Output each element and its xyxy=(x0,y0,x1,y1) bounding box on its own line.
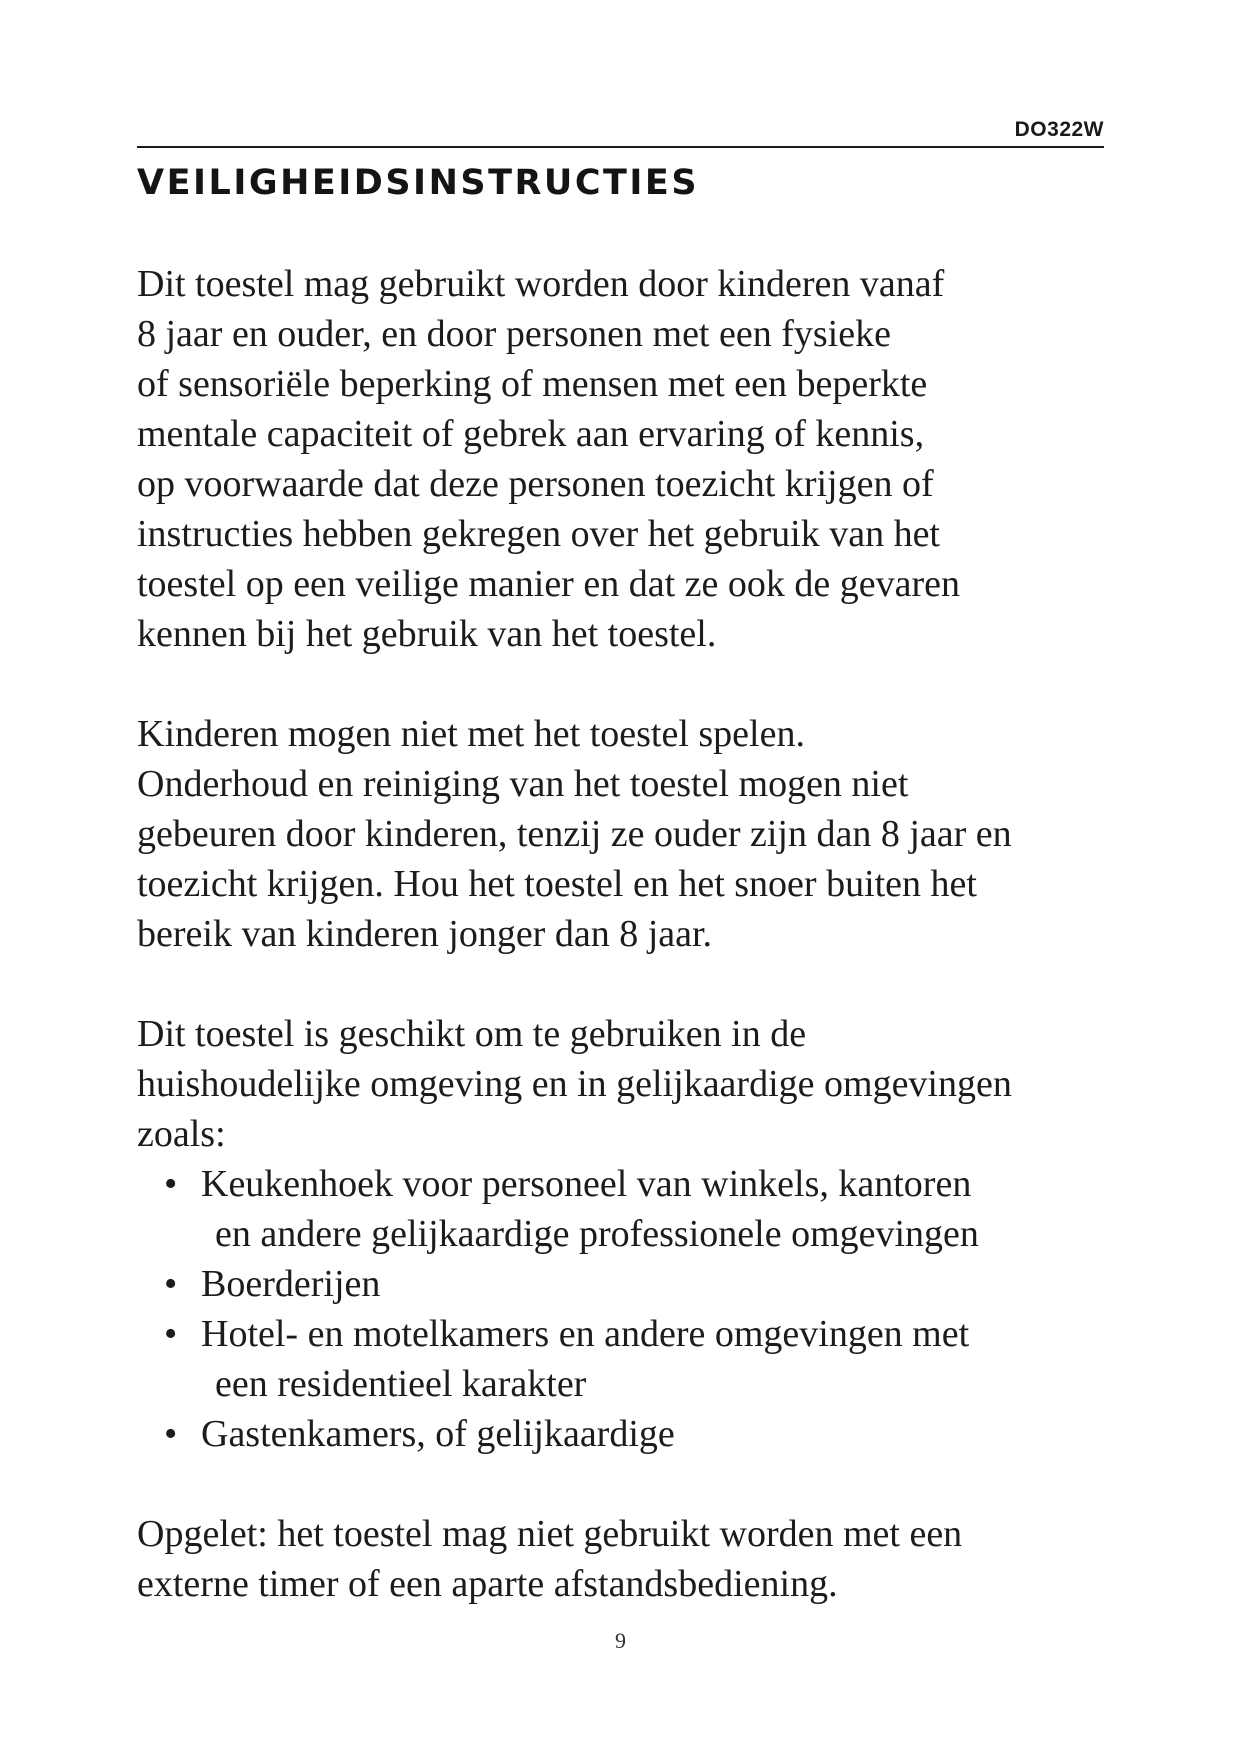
paragraph-warning xyxy=(137,1509,1117,1609)
paragraph-usage-environment xyxy=(137,1009,1117,1159)
text-line: Onderhoud en reiniging van het toestel mogen niet xyxy=(137,763,909,805)
bullet-point: • xyxy=(164,1263,178,1305)
text-line: toestel op een veilige manier en dat ze ook de gevaren xyxy=(137,563,960,605)
list-item-text-continued: een residentieel karakter xyxy=(215,1363,587,1405)
text-line: kennen bij het gebruik van het toestel. xyxy=(137,613,717,655)
list-item xyxy=(137,1159,1117,1259)
list-item-text-continued: en andere gelijkaardige professionele omgevingen xyxy=(215,1213,979,1255)
paragraph-children xyxy=(137,709,1117,959)
model-code: DO322W xyxy=(1014,118,1104,141)
text-line: Dit toestel mag gebruikt worden door kinderen vanaf xyxy=(137,263,945,305)
text-line: op voorwaarde dat deze personen toezicht krijgen of xyxy=(137,463,934,505)
list-item-text: Hotel- en motelkamers en andere omgevingen met xyxy=(201,1313,970,1355)
document-body xyxy=(137,259,1117,1609)
text-line: Dit toestel is geschikt om te gebruiken in de xyxy=(137,1013,807,1055)
text-line: Opgelet: het toestel mag niet gebruikt worden met een xyxy=(137,1513,963,1555)
text-line: mentale capaciteit of gebrek aan ervaring of kennis, xyxy=(137,413,925,455)
bullet-point: • xyxy=(164,1413,178,1455)
text-line: gebeuren door kinderen, tenzij ze ouder zijn dan 8 jaar en xyxy=(137,813,1012,855)
header-rule xyxy=(137,146,1104,148)
list-item-text: Gastenkamers, of gelijkaardige xyxy=(201,1413,675,1455)
list-item xyxy=(137,1409,1117,1459)
text-line: 8 jaar en ouder, en door personen met een fysieke xyxy=(137,313,891,355)
text-line: zoals: xyxy=(137,1113,226,1155)
bullet-point: • xyxy=(164,1163,178,1205)
text-line: bereik van kinderen jonger dan 8 jaar. xyxy=(137,913,713,955)
text-line: of sensoriële beperking of mensen met een beperkte xyxy=(137,363,928,405)
environment-list xyxy=(137,1159,1117,1459)
page-title: VEILIGHEIDSINSTRUCTIES xyxy=(137,163,700,203)
text-line: huishoudelijke omgeving en in gelijkaardige omgevingen xyxy=(137,1063,1012,1105)
list-item-text: Keukenhoek voor personeel van winkels, kantoren xyxy=(201,1163,972,1205)
text-line: toezicht krijgen. Hou het toestel en het snoer buiten het xyxy=(137,863,977,905)
page-number: 9 xyxy=(615,1628,626,1653)
text-line: Kinderen mogen niet met het toestel spelen. xyxy=(137,713,805,755)
paragraph-age-restriction xyxy=(137,259,1117,659)
text-line: instructies hebben gekregen over het gebruik van het xyxy=(137,513,940,555)
list-item xyxy=(137,1259,1117,1309)
list-item-text: Boerderijen xyxy=(201,1263,381,1305)
text-line: externe timer of een aparte afstandsbediening. xyxy=(137,1563,838,1605)
list-item xyxy=(137,1309,1117,1409)
bullet-point: • xyxy=(164,1313,178,1355)
